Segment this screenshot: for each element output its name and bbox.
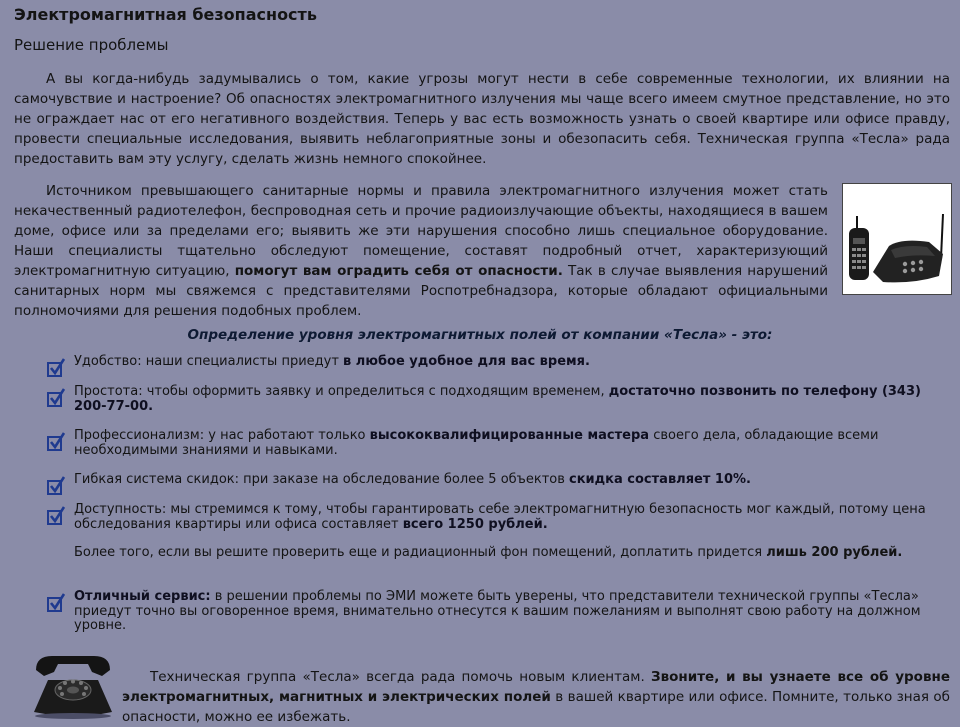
- page-title: Электромагнитная безопасность: [14, 5, 317, 24]
- list-item: [46, 473, 946, 496]
- list-item-text: [74, 429, 940, 458]
- intro-p2-part-a: Источником превышающего санитарные нормы и правила электромагнитного излучения может стать некачественный радиотелефон, беспроводная сеть и прочие радиоизлучающие объекты, находящиеся в вашем доме, офисе или за пределами его; выявить же эти нарушения способно лишь специальное оборудование. Наши специалисты тщательно обследуют помещение, составят подробный отчет, характеризующий электромагнитную ситуацию,: [14, 183, 828, 279]
- checkbox-check-icon: [46, 506, 66, 526]
- list-item: [46, 385, 946, 414]
- list-item: [46, 429, 946, 458]
- cordless-phone-icon: [843, 184, 951, 294]
- intro-paragraph-1: А вы когда-нибудь задумывались о том, какие угрозы могут нести в себе современные технологии, их влиянии на самочувствие и настроение? Об опасностях электромагнитного излучения мы чаще всего имеем смутное представление, но это не ограждает нас от его негативного воздействия. Теперь у вас есть возможность узнать о своей квартире или офисе правду, провести специальные исследования, выявить неблагоприятные зоны и обезопасить себя. Техническая группа «Тесла» рада предоставить вам эту услугу, сделать жизнь немного спокойнее.: [14, 71, 950, 167]
- list-item: [46, 590, 946, 634]
- list-item-3-after: своего дела, обладающие всеми необходимыми знаниями и навыками.: [74, 428, 879, 458]
- list-item-1-text: Удобство: наши специалисты приедут: [74, 354, 344, 369]
- list-item-3-text: Профессионализм: у нас работают только: [74, 428, 370, 443]
- list-item-4-text: Гибкая система скидок: при заказе на обследование более 5 объектов: [74, 472, 570, 487]
- list-item-2-bold: достаточно позвонить по телефону (343) 200-77-00.: [74, 384, 921, 414]
- services-list-heading: Определение уровня электромагнитных полей от компании «Тесла» - это:: [187, 327, 773, 343]
- list-item-3-bold: высококвалифицированные мастера: [369, 428, 650, 443]
- list-item-6-after: в решении проблемы по ЭМИ можете быть уверены, что представители технической группы «Тесла» приедут точно вы оговоренное время, внимательно отнесутся к вашим пожеланиям и выполнят свою работу на должном уровне.: [74, 589, 921, 633]
- list-item-6-bold: Отличный сервис:: [74, 589, 211, 604]
- list-item: [46, 503, 946, 532]
- page-subtitle: Решение проблемы: [14, 36, 169, 54]
- checkbox-check-icon: [46, 388, 66, 408]
- list-item-4-bold: скидка составляет 10%.: [569, 472, 751, 487]
- closing-paragraph: [122, 667, 950, 727]
- radiation-extra-text: Более того, если вы решите проверить еще и радиационный фон помещений, доплатить придется: [74, 545, 767, 560]
- checkbox-check-icon: [46, 358, 66, 378]
- radiation-extra-bold: лишь 200 рублей.: [766, 545, 903, 560]
- cordless-phone-photo: [842, 183, 952, 295]
- closing-text-b: в вашей квартире или офисе. Помните, только зная об опасности, можно ее избежать.: [122, 688, 950, 725]
- list-item-2-text: Простота: чтобы оформить заявку и определиться с подходящим временем,: [74, 384, 609, 399]
- intro-p2-bold: помогут вам оградить себя от опасности.: [234, 263, 563, 279]
- list-item-1-bold: в любое удобное для вас время.: [343, 354, 590, 369]
- list-item-5-bold: всего 1250 рублей.: [402, 516, 548, 532]
- intro-p2-part-b: Так в случае выявления нарушений санитарных норм мы свяжемся с представителями Роспотребнадзора, которые обладают официальными полномочиями для решения подобных проблем.: [14, 263, 828, 319]
- rotary-phone-icon: [30, 650, 116, 720]
- list-item-text: [74, 503, 940, 532]
- radiation-extra-note: [74, 546, 934, 561]
- list-item-text: [74, 355, 940, 370]
- list-item: [46, 355, 946, 378]
- intro-paragraph-2: [14, 181, 828, 321]
- list-item-text: [74, 590, 940, 634]
- checkbox-check-icon: [46, 432, 66, 452]
- list-item-5-text: Доступность: мы стремимся к тому, чтобы гарантировать себе электромагнитную безопасность мог каждый, потому цена обследования квартиры или офиса составляет: [74, 502, 926, 532]
- list-item-text: [74, 473, 940, 488]
- closing-bold: Звоните, и вы узнаете все об уровне электромагнитных, магнитных и электрических полей: [122, 668, 950, 705]
- checkbox-check-icon: [46, 476, 66, 496]
- checkbox-check-icon: [46, 593, 66, 613]
- closing-text-a: Техническая группа «Тесла» всегда рада помочь новым клиентам.: [150, 668, 652, 685]
- list-item-text: [74, 385, 940, 414]
